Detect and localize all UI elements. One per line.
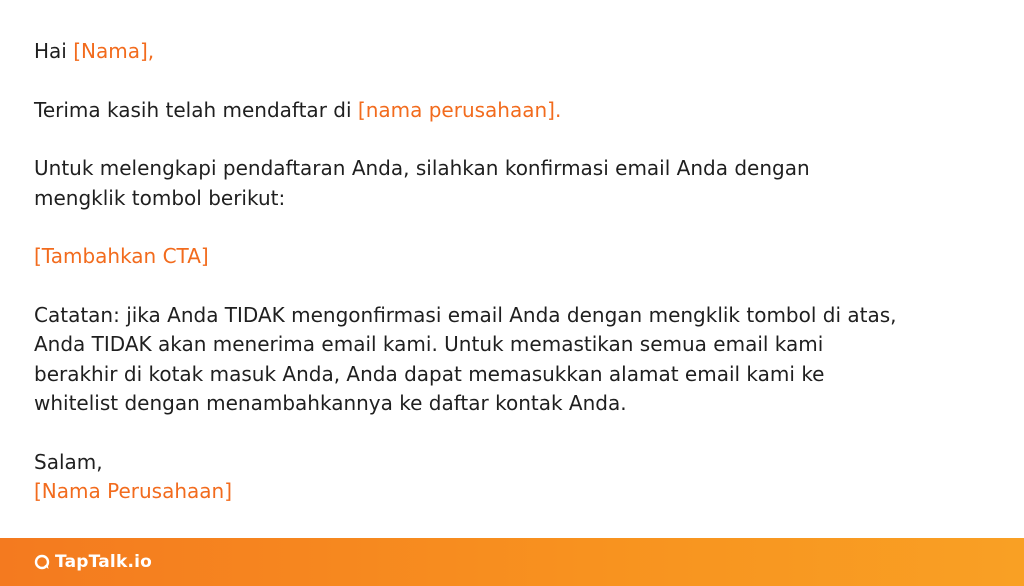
instruction-paragraph [34,154,994,213]
cta-paragraph [34,242,994,272]
thanks-text: Terima kasih telah mendaftar di [34,97,358,122]
signoff-text: Salam, [34,449,103,474]
thanks-paragraph [34,96,994,126]
thanks-line [34,96,994,126]
chat-bubble-icon [34,554,50,570]
instruction-line-2: mengklik tombol berikut: [34,185,286,210]
note-paragraph [34,301,994,419]
company-signature-placeholder: [Nama Perusahaan] [34,479,233,503]
note-line-1: Catatan: jika Anda TIDAK mengonfirmasi email Anda dengan mengklik tombol di atas, [34,302,897,327]
brand-logo [34,551,152,573]
greeting-text: Hai [34,39,74,63]
greeting-line [34,37,994,67]
footer-bar [0,538,1024,586]
brand-name: TapTalk.io [55,552,153,572]
instruction-line-1: Untuk melengkapi pendaftaran Anda, silahkan konfirmasi email Anda dengan [34,156,810,180]
note-line-3: berakhir di kotak masuk Anda, Anda dapat memasukkan alamat email kami ke [34,361,825,386]
note-line-4: whitelist dengan menambahkannya ke daftar kontak Anda. [34,391,627,415]
note-line-2: Anda TIDAK akan menerima email kami. Untuk memastikan semua email kami [34,332,824,356]
email-template-body [34,37,994,507]
name-placeholder: [Nama], [73,39,155,63]
greeting-paragraph [34,37,994,67]
cta-placeholder: [Tambahkan CTA] [34,244,209,268]
signoff-paragraph [34,448,994,507]
company-name-placeholder: [nama perusahaan]. [357,97,562,122]
